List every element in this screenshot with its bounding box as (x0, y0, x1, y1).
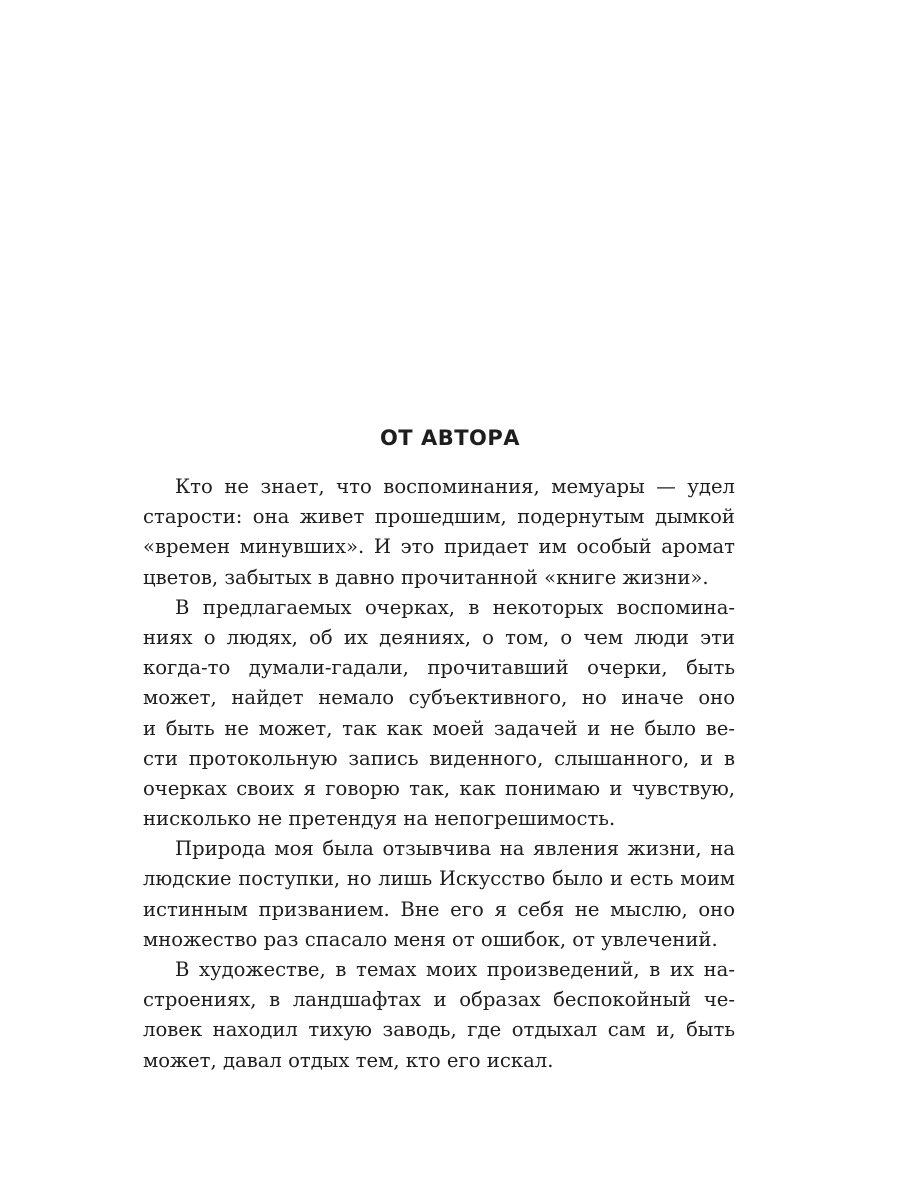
text-line: Кто не знает, что воспоминания, мемуары — удел (175, 475, 735, 498)
text-line: старости: она живет прошедшим, подернутым дымкой (143, 505, 735, 529)
text-line: «времен минувших». И это придает им особый аромат (143, 535, 735, 559)
text-line: истинным призванием. Вне его я себя не мыслю, оно (143, 897, 735, 921)
text-line: и быть не может, так как моей задачей и не было ве- (143, 716, 735, 740)
text-line: сти протокольную запись виденного, слышанного, и в (143, 746, 735, 770)
text-line: множество раз спасало меня от ошибок, от увлечений. (143, 927, 718, 951)
paragraph (143, 955, 735, 1076)
text-line: когда-то думали-гадали, прочитавший очерки, быть (143, 656, 735, 680)
text-line: нисколько не претендуя на непогрешимость. (143, 807, 616, 831)
paragraph (143, 834, 735, 955)
text-line: может, давал отдых тем, кто его искал. (143, 1048, 554, 1072)
text-line: может, найдет немало субъективного, но иначе оно (143, 686, 735, 710)
text-line: строениях, в ландшафтах и образах беспокойный че- (143, 988, 735, 1012)
chapter-heading: ОТ АВТОРА (379, 426, 521, 450)
text-line: ловек находил тихую заводь, где отдыхал сам и, быть (143, 1018, 735, 1042)
text-line: В художестве, в темах моих произведений, в их на- (175, 958, 735, 981)
text-line: Природа моя была отзывчива на явления жизни, на (175, 837, 735, 861)
paragraph (143, 593, 735, 835)
text-line: очерках своих я говорю так, как понимаю и чувствую, (143, 776, 735, 800)
text-line: цветов, забытых в давно прочитанной «книге жизни». (143, 565, 709, 589)
text-line: людские поступки, но лишь Искусство было и есть моим (143, 867, 735, 891)
paragraph (143, 472, 735, 593)
text-line: ниях о людях, об их деяниях, о том, о чем люди эти (143, 625, 735, 649)
body-text (143, 472, 735, 1076)
text-line: В предлагаемых очерках, в некоторых воспомина- (175, 595, 735, 619)
